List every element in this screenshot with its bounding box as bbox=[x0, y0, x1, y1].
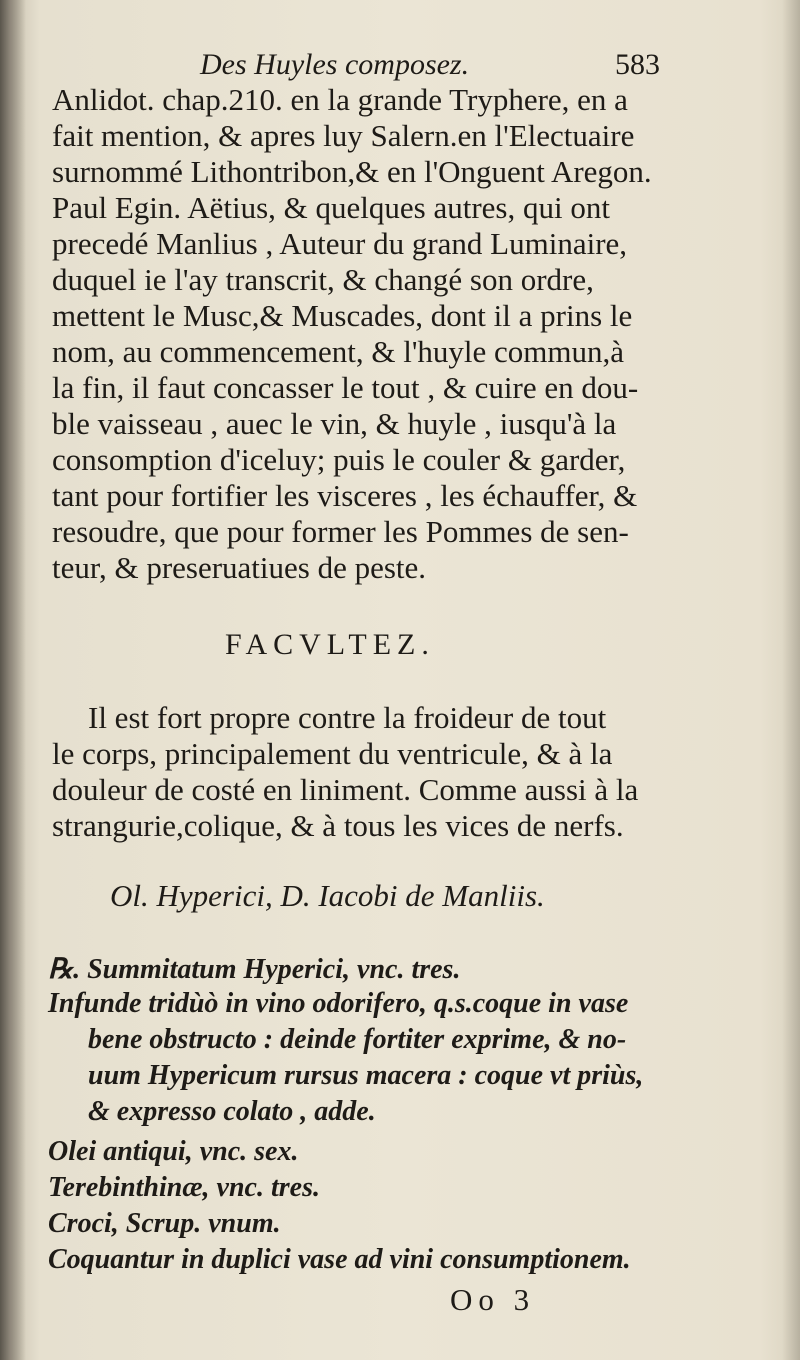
section-heading: FACVLTEZ. bbox=[225, 628, 435, 661]
body-line: la fin, il faut concasser le tout , & cuire en dou- bbox=[52, 370, 639, 405]
signature-mark: Oo 3 bbox=[450, 1282, 536, 1317]
body-line: fait mention, & apres luy Salern.en l'Electuaire bbox=[52, 118, 635, 153]
recipe-line: Infunde tridùò in vino odorifero, q.s.coque in vase bbox=[48, 988, 629, 1019]
faculty-line: douleur de costé en liniment. Comme aussi à la bbox=[52, 772, 639, 807]
body-line: surnommé Lithontribon,& en l'Onguent Aregon. bbox=[52, 154, 652, 189]
body-line: precedé Manlius , Auteur du grand Luminaire, bbox=[52, 226, 628, 261]
recipe-line: Terebinthinæ, vnc. tres. bbox=[48, 1172, 320, 1203]
page-number: 583 bbox=[615, 48, 660, 81]
body-line: mettent le Musc,& Muscades, dont il a prins le bbox=[52, 298, 633, 333]
recipe-line: bene obstructo : deinde fortiter exprime, & no- bbox=[88, 1024, 627, 1055]
recipe-title: Ol. Hyperici, D. Iacobi de Manliis. bbox=[110, 878, 545, 913]
body-line: Anlidot. chap.210. en la grande Tryphere, en a bbox=[52, 82, 628, 117]
book-spine-shadow bbox=[0, 0, 26, 1360]
faculty-line: Il est fort propre contre la froideur de tout bbox=[88, 700, 607, 735]
body-line: nom, au commencement, & l'huyle commun,à bbox=[52, 334, 625, 369]
body-line: consomption d'iceluy; puis le couler & garder, bbox=[52, 442, 626, 477]
body-line: tant pour fortifier les visceres , les échauffer, & bbox=[52, 478, 638, 513]
body-line: teur, & preseruatiues de peste. bbox=[52, 550, 427, 585]
recipe-line: Coquantur in duplici vase ad vini consumptionem. bbox=[48, 1244, 631, 1275]
faculty-line: strangurie,colique, & à tous les vices de nerfs. bbox=[52, 808, 624, 843]
recipe-line: uum Hypericum rursus macera : coque vt priùs, bbox=[88, 1060, 644, 1091]
body-line: resoudre, que pour former les Pommes de sen- bbox=[52, 514, 629, 549]
body-line: duquel ie l'ay transcrit, & changé son ordre, bbox=[52, 262, 594, 297]
faculty-line: le corps, principalement du ventricule, & à la bbox=[52, 736, 613, 771]
recipe-line: Croci, Scrup. vnum. bbox=[48, 1208, 281, 1239]
body-line: ble vaisseau , auec le vin, & huyle , iusqu'à la bbox=[52, 406, 617, 441]
recipe-line: Olei antiqui, vnc. sex. bbox=[48, 1136, 299, 1167]
recipe-line: & expresso colato , adde. bbox=[88, 1096, 376, 1127]
body-line: Paul Egin. Aëtius, & quelques autres, qui ont bbox=[52, 190, 610, 225]
running-title: Des Huyles composez. bbox=[200, 48, 470, 81]
recipe-line: ℞. Summitatum Hyperici, vnc. tres. bbox=[48, 954, 461, 985]
page-edge-shadow bbox=[782, 0, 800, 1360]
